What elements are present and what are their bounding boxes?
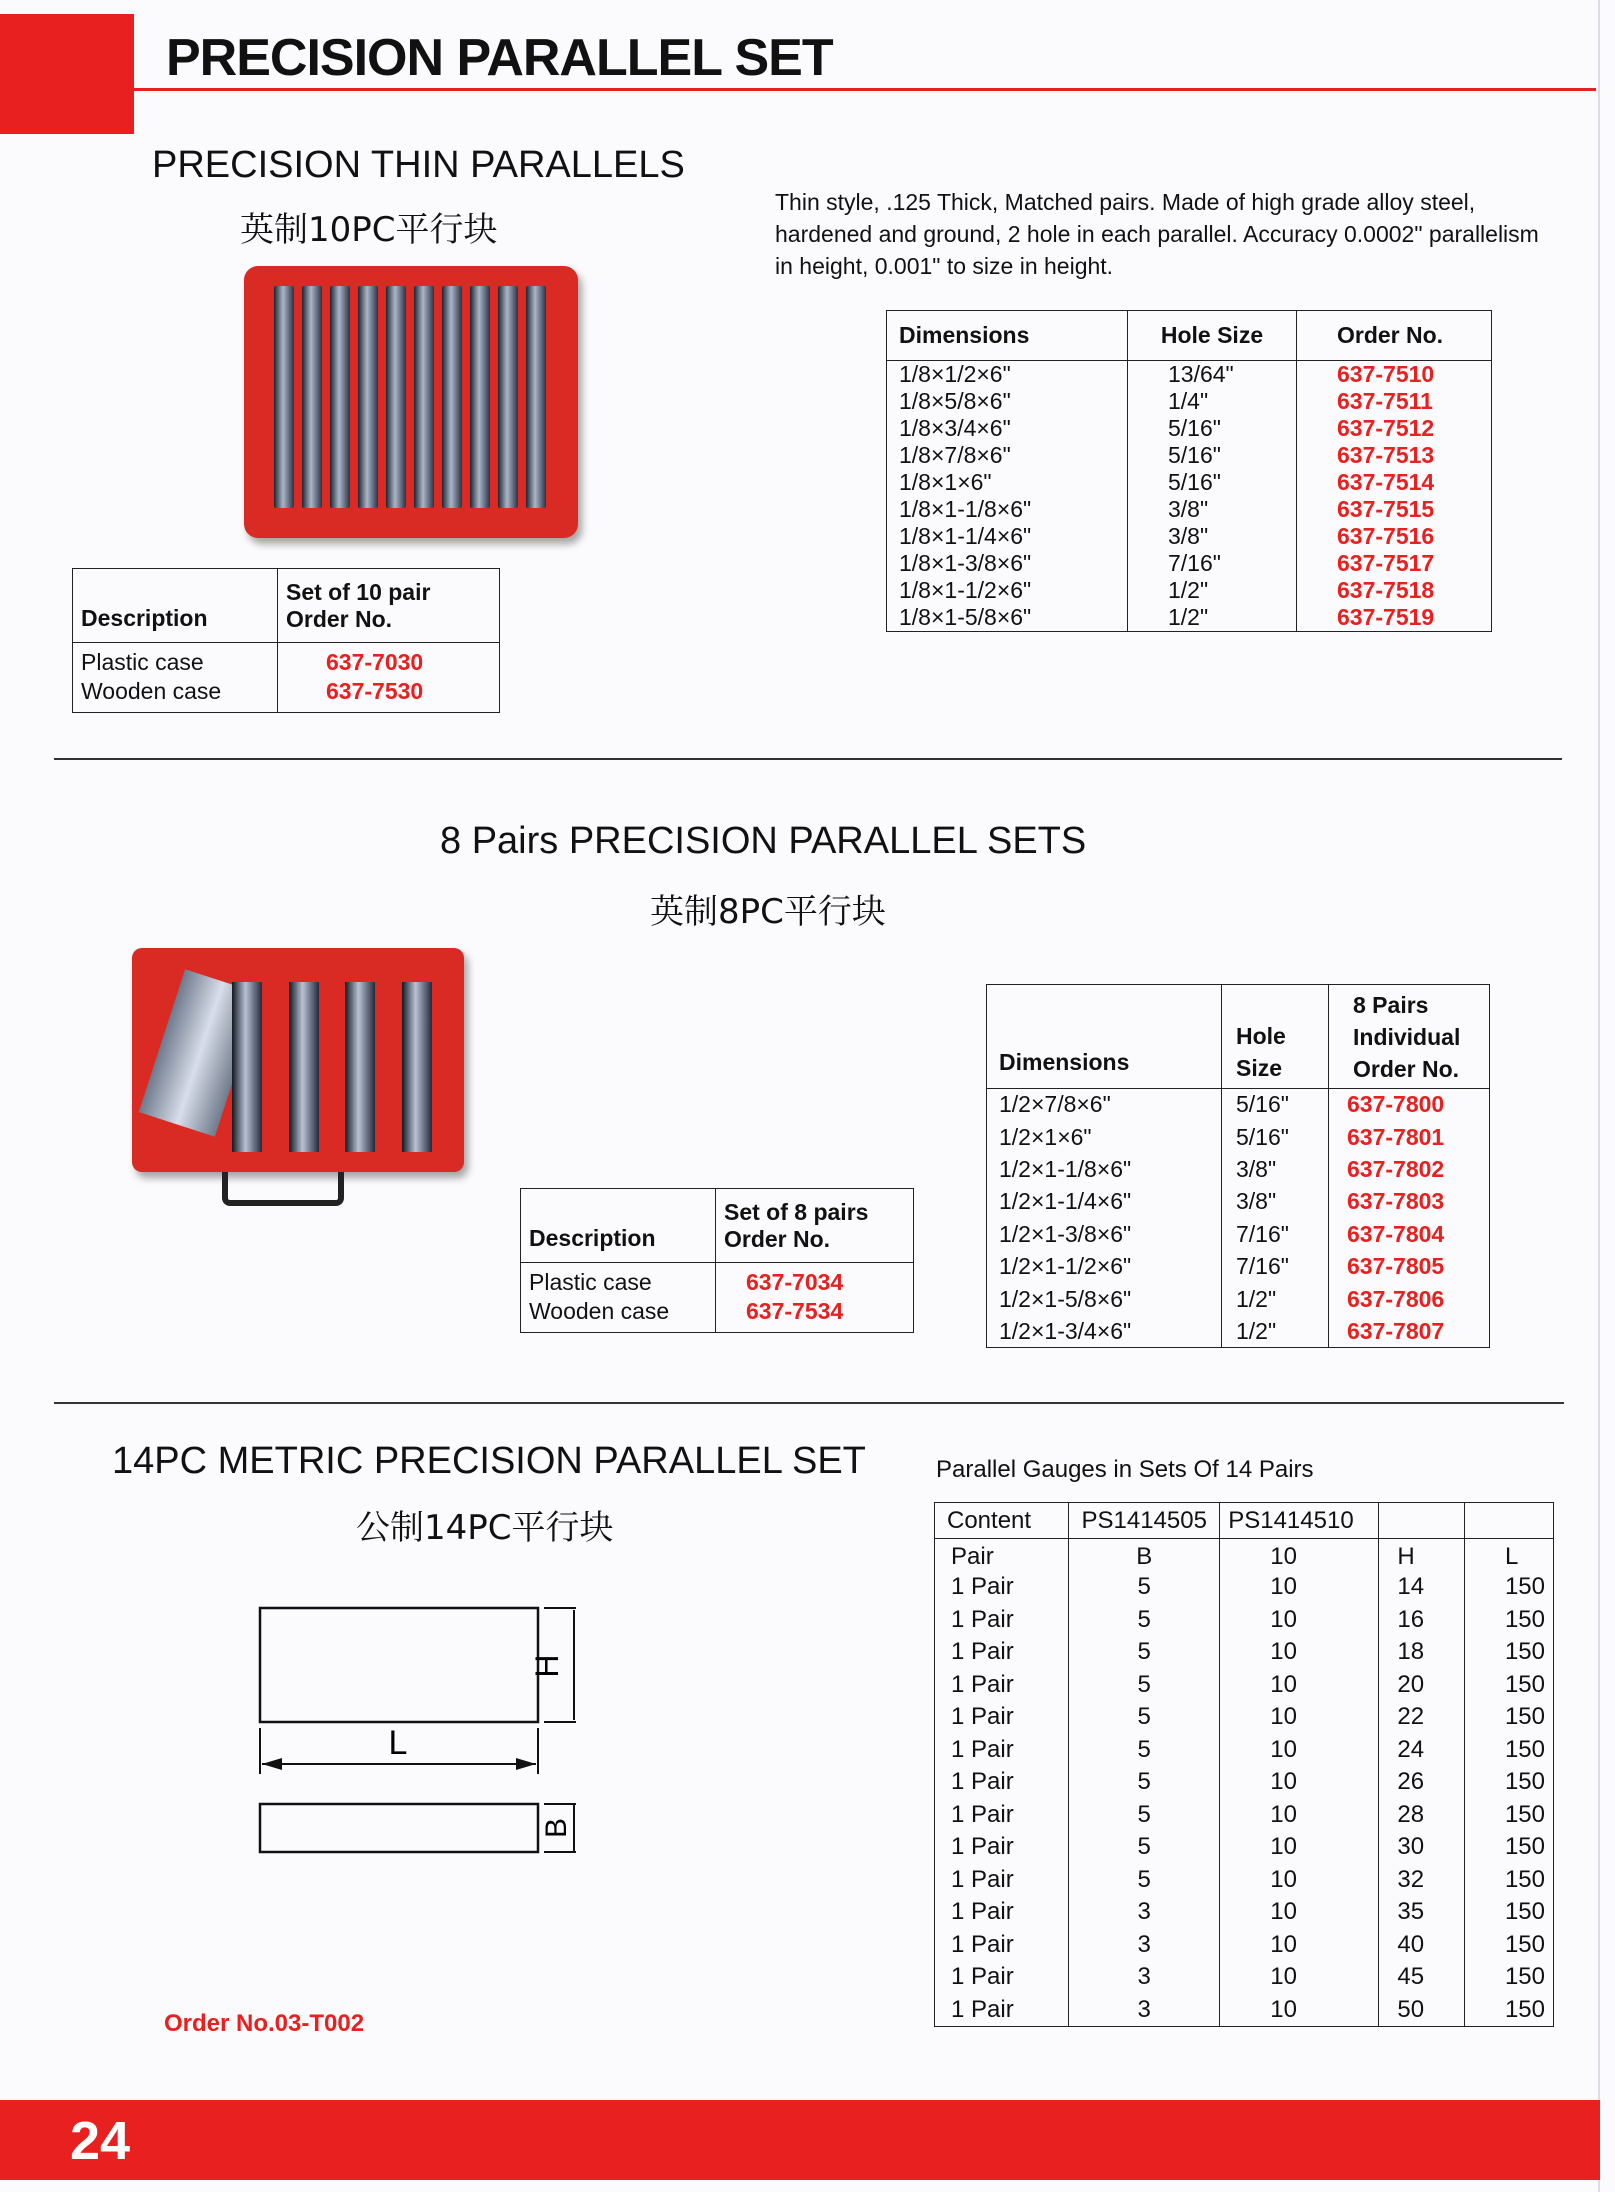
cell-l: 150 [1464,1994,1553,2027]
diagram-side-view [260,1804,538,1852]
table-row [935,1896,1554,1929]
cell-order-no: 637-7519 [1297,604,1492,632]
cell-b: 3 [1069,1896,1220,1929]
section2-cn-title: 英制8PC平行块 [650,892,886,932]
table-row [887,496,1492,523]
table-row [935,1766,1554,1799]
col-content: Content [935,1503,1069,1539]
cell-dimensions: 1/2×1-1/4×6" [987,1186,1222,1218]
cell-hole-size: 3/8" [1128,523,1297,550]
table-row [935,1831,1554,1864]
col-set-order [716,1189,914,1263]
cell-dimensions: 1/2×1×6" [987,1121,1222,1153]
cell-order-no: 637-7805 [1329,1250,1490,1282]
cell-b2: 10 [1220,1831,1379,1864]
cell-dimensions: 1/8×1-5/8×6" [887,604,1128,632]
cell-order-no: 637-7510 [1297,361,1492,389]
cell-b: 5 [1069,1701,1220,1734]
cell-dimensions: 1/2×1-3/4×6" [987,1315,1222,1347]
cell-hole-size: 5/16" [1128,415,1297,442]
set-order: 637-7030 [278,643,500,677]
table-row [935,1636,1554,1669]
cell-hole-size: 5/16" [1222,1089,1329,1121]
cell-order-no: 637-7517 [1297,550,1492,577]
cell-b2: 10 [1220,1734,1379,1767]
page-number: 24 [70,2111,131,2171]
col-order-no: Order No. [1297,311,1492,361]
cell-l: 150 [1464,1831,1553,1864]
cell-b2: 10 [1220,1571,1379,1604]
cell-order-no: 637-7518 [1297,577,1492,604]
cell-b: 5 [1069,1799,1220,1832]
cell-content: 1 Pair [935,1766,1069,1799]
table-row [987,1186,1490,1218]
cell-content: 1 Pair [935,1929,1069,1962]
cell-dimensions: 1/8×1-1/2×6" [887,577,1128,604]
col-pairs-label: 8 Pairs [1353,991,1429,1018]
cell-b2: 10 [1220,1701,1379,1734]
table-row [935,1701,1554,1734]
cell-dimensions: 1/2×1-1/2×6" [987,1250,1222,1282]
cell-l: 150 [1464,1961,1553,1994]
cell-l: 150 [1464,1604,1553,1637]
cell-h: 45 [1379,1961,1465,1994]
cell-dimensions: 1/8×3/4×6" [887,415,1128,442]
section-divider [54,1402,1564,1404]
table-row [935,1799,1554,1832]
col-individual-label: Individual [1353,1023,1461,1050]
cell-dimensions: 1/8×1-1/4×6" [887,523,1128,550]
section3-gauges-table [934,1502,1554,2027]
section1-title: PRECISION THIN PARALLELS [152,144,685,186]
cell-h: 16 [1379,1604,1465,1637]
table-row [887,523,1492,550]
cell-b2: 10 [1220,1994,1379,2027]
cell-content: 1 Pair [935,1831,1069,1864]
margin-rule [1598,0,1600,2192]
cell-b2: 10 [1220,1961,1379,1994]
cell-l: 150 [1464,1701,1553,1734]
cell-hole-size: 1/2" [1222,1315,1329,1347]
cell-h: 26 [1379,1766,1465,1799]
case-handle [222,1172,344,1206]
cell-l: 150 [1464,1766,1553,1799]
set-desc: Wooden case [521,1296,716,1332]
cell-h: 28 [1379,1799,1465,1832]
cell-order-no: 637-7512 [1297,415,1492,442]
cell-b2: 10 [1220,1864,1379,1897]
table-row [935,1994,1554,2027]
section2-dimensions-table [986,984,1490,1348]
sub-content: Pair [935,1539,1069,1572]
cell-hole-size: 3/8" [1222,1153,1329,1185]
section1-description: Thin style, .125 Thick, Matched pairs. Made of high grade alloy steel, hardened and ground, 2 hole in each parallel. Accuracy 0.0002" parallelism in height, 0.001" to size in height. [775,189,1539,279]
section3-title: 14PC METRIC PRECISION PARALLEL SET [112,1440,866,1482]
cell-l: 150 [1464,1734,1553,1767]
col-ps1414510: PS1414510 [1220,1503,1379,1539]
cell-hole-size: 13/64" [1128,361,1297,389]
table-row [887,604,1492,632]
table-row [987,1089,1490,1121]
cell-content: 1 Pair [935,1734,1069,1767]
cell-b: 5 [1069,1571,1220,1604]
cell-b: 5 [1069,1766,1220,1799]
cell-content: 1 Pair [935,1571,1069,1604]
section1-cn-title: 英制10PC平行块 [240,210,498,250]
cell-h: 20 [1379,1669,1465,1702]
parallel-dimension-diagram [240,1590,590,1870]
section2-title: 8 Pairs PRECISION PARALLEL SETS [440,820,1087,862]
set-desc: Wooden case [73,676,278,712]
cell-hole-size: 5/16" [1128,469,1297,496]
table-row [935,1604,1554,1637]
section1-dimensions-table [886,310,1492,632]
table-row [935,1571,1554,1604]
height-label: H [529,1654,565,1678]
cell-b2: 10 [1220,1929,1379,1962]
cell-hole-size: 7/16" [1222,1250,1329,1282]
cell-l: 150 [1464,1669,1553,1702]
cell-order-no: 637-7801 [1329,1121,1490,1153]
parallel-set-photo [132,948,464,1172]
cell-order-no: 637-7514 [1297,469,1492,496]
cell-hole-size: 7/16" [1128,550,1297,577]
cell-l: 150 [1464,1636,1553,1669]
table-row [987,1121,1490,1153]
cell-b2: 10 [1220,1636,1379,1669]
col-order-label: Order No. [724,1225,831,1252]
corner-block [0,14,134,134]
cell-content: 1 Pair [935,1604,1069,1637]
cell-content: 1 Pair [935,1636,1069,1669]
col-dimensions: Dimensions [887,311,1128,361]
cell-dimensions: 1/2×1-5/8×6" [987,1283,1222,1315]
cell-b2: 10 [1220,1766,1379,1799]
cell-order-no: 637-7804 [1329,1218,1490,1250]
table-row [987,1315,1490,1347]
set-desc: Plastic case [521,1263,716,1297]
col-l-header [1464,1503,1553,1539]
table-row [887,577,1492,604]
cell-hole-size: 1/2" [1128,577,1297,604]
cell-b2: 10 [1220,1896,1379,1929]
width-label: B [539,1817,573,1839]
cell-b: 3 [1069,1994,1220,2027]
cell-dimensions: 1/2×1-1/8×6" [987,1153,1222,1185]
cell-hole-size: 1/2" [1128,604,1297,632]
table-row [887,415,1492,442]
cell-b: 5 [1069,1734,1220,1767]
cell-h: 40 [1379,1929,1465,1962]
cell-hole-size: 1/4" [1128,388,1297,415]
cell-content: 1 Pair [935,1961,1069,1994]
col-set-label: Set of 8 pairs [724,1198,869,1225]
col-order-label: Order No. [1353,1055,1460,1082]
cell-order-no: 637-7803 [1329,1186,1490,1218]
cell-order-no: 637-7806 [1329,1283,1490,1315]
sub-b: B [1069,1539,1220,1572]
table-row [987,1250,1490,1282]
cell-h: 24 [1379,1734,1465,1767]
sub-h: H [1379,1539,1465,1572]
cell-content: 1 Pair [935,1799,1069,1832]
cell-h: 32 [1379,1864,1465,1897]
cell-hole-size: 7/16" [1222,1218,1329,1250]
cell-dimensions: 1/2×1-3/8×6" [987,1218,1222,1250]
cell-b: 5 [1069,1864,1220,1897]
col-set-label: Set of 10 pair [286,578,431,605]
col-order-label: Order No. [286,605,393,632]
col-hole-size [1222,985,1329,1089]
col-order-no [1329,985,1490,1089]
cell-order-no: 637-7511 [1297,388,1492,415]
table-row [887,550,1492,577]
section-divider [54,758,1562,760]
table-row [935,1734,1554,1767]
col-ps1414505: PS1414505 [1069,1503,1220,1539]
cell-order-no: 637-7515 [1297,496,1492,523]
cell-order-no: 637-7800 [1329,1089,1490,1121]
section1-set-table [72,568,500,713]
set-desc: Plastic case [73,643,278,677]
cell-order-no: 637-7516 [1297,523,1492,550]
cell-dimensions: 1/8×5/8×6" [887,388,1128,415]
table-row [935,1929,1554,1962]
cell-order-no: 637-7802 [1329,1153,1490,1185]
col-set-order [278,569,500,643]
cell-h: 18 [1379,1636,1465,1669]
table-row [887,442,1492,469]
cell-dimensions: 1/8×1-3/8×6" [887,550,1128,577]
diagram-front-view [260,1608,538,1722]
cell-b: 3 [1069,1929,1220,1962]
cell-l: 150 [1464,1799,1553,1832]
cell-b: 5 [1069,1604,1220,1637]
footer-bar [0,2100,1600,2180]
cell-hole-size: 5/16" [1128,442,1297,469]
cell-b2: 10 [1220,1604,1379,1637]
section2-set-table [520,1188,914,1333]
cell-dimensions: 1/2×7/8×6" [987,1089,1222,1121]
page-title: PRECISION PARALLEL SET [166,29,833,87]
table-row [987,1218,1490,1250]
cell-b: 5 [1069,1636,1220,1669]
col-description: Description [73,569,278,643]
cell-b: 3 [1069,1961,1220,1994]
cell-order-no: 637-7513 [1297,442,1492,469]
col-description: Description [521,1189,716,1263]
section3-cn-title: 公制14PC平行块 [356,1508,614,1548]
table-row [887,361,1492,389]
cell-h: 30 [1379,1831,1465,1864]
col-dimensions: Dimensions [987,985,1222,1089]
cell-content: 1 Pair [935,1701,1069,1734]
cell-b: 5 [1069,1669,1220,1702]
set-order: 637-7034 [716,1263,914,1297]
cell-content: 1 Pair [935,1896,1069,1929]
table-row [935,1864,1554,1897]
cell-b2: 10 [1220,1799,1379,1832]
cell-content: 1 Pair [935,1994,1069,2027]
col-size-label: Size [1236,1055,1283,1081]
cell-h: 35 [1379,1896,1465,1929]
cell-dimensions: 1/8×1-1/8×6" [887,496,1128,523]
set-order: 637-7530 [278,676,500,712]
length-label: L [388,1724,408,1762]
col-h-header [1379,1503,1465,1539]
table-row [935,1961,1554,1994]
section3-caption: Parallel Gauges in Sets Of 14 Pairs [936,1456,1314,1483]
cell-content: 1 Pair [935,1669,1069,1702]
cell-order-no: 637-7807 [1329,1315,1490,1347]
table-row [987,1283,1490,1315]
cell-hole-size: 3/8" [1128,496,1297,523]
cell-b2: 10 [1220,1669,1379,1702]
cell-l: 150 [1464,1571,1553,1604]
table-row [935,1669,1554,1702]
table-row [987,1153,1490,1185]
cell-l: 150 [1464,1929,1553,1962]
table-row [887,388,1492,415]
cell-h: 22 [1379,1701,1465,1734]
cell-dimensions: 1/8×7/8×6" [887,442,1128,469]
cell-hole-size: 3/8" [1222,1186,1329,1218]
cell-l: 150 [1464,1864,1553,1897]
cell-h: 14 [1379,1571,1465,1604]
set-order: 637-7534 [716,1296,914,1332]
cell-hole-size: 1/2" [1222,1283,1329,1315]
sub-b2: 10 [1220,1539,1379,1572]
thin-parallels-photo [244,266,578,538]
order-number-label: Order No.03-T002 [164,2010,365,2037]
col-hole-label: Hole [1236,1023,1286,1049]
cell-dimensions: 1/8×1×6" [887,469,1128,496]
cell-content: 1 Pair [935,1864,1069,1897]
cell-hole-size: 5/16" [1222,1121,1329,1153]
cell-b: 5 [1069,1831,1220,1864]
col-hole-size: Hole Size [1128,311,1297,361]
cell-h: 50 [1379,1994,1465,2027]
title-rule [134,88,1596,91]
cell-dimensions: 1/8×1/2×6" [887,361,1128,389]
table-row [887,469,1492,496]
sub-l: L [1464,1539,1553,1572]
cell-l: 150 [1464,1896,1553,1929]
